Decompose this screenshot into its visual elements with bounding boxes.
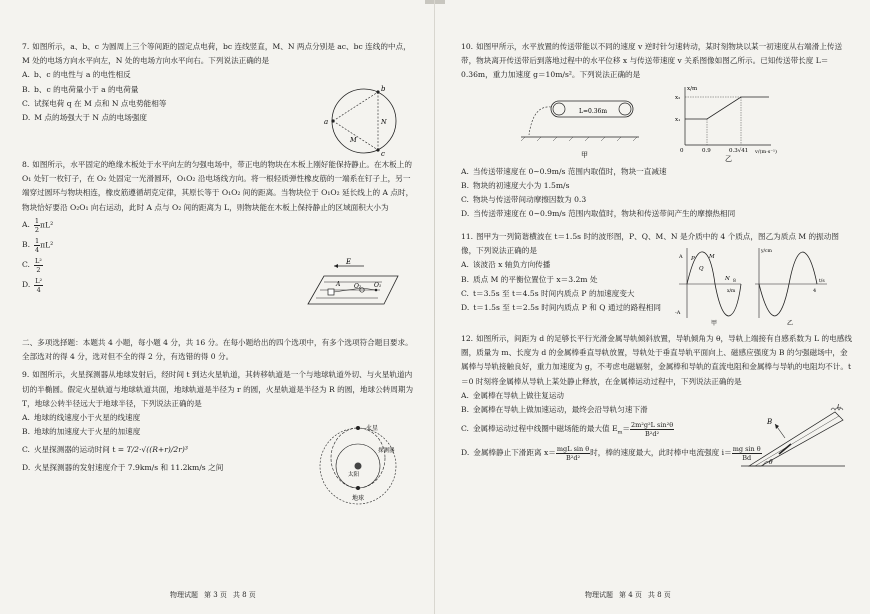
q10-right-roller: [619, 103, 631, 115]
question-12: [461, 332, 854, 465]
right-page-footer: 物理试题 第 4 页 共 8 页: [585, 590, 671, 599]
q9-mars: [356, 426, 360, 430]
q10-hatch-4: [569, 137, 573, 141]
q7-label-b: b: [381, 85, 386, 93]
q12-rail-figure: [739, 404, 849, 474]
q7-label-a: a: [324, 118, 329, 126]
q9-label-sun: 太阳: [348, 472, 360, 479]
q11-wave-label-na: -A: [675, 310, 681, 316]
q12-label-theta: θ: [769, 459, 773, 466]
q9-option-d[interactable]: D. 火星探测器的发射速度介于 7.9km/s 和 11.2km/s 之间: [22, 463, 224, 473]
q11-wave-label-8: 8: [733, 279, 736, 284]
q10-number: 10.: [461, 42, 474, 51]
q12-number: 12.: [461, 334, 474, 343]
q11-stem: 图甲为一列简谐横波在 t＝1.5s 时的波形图，P、Q、M、N 是介质中的 4 个质点，图乙为质点 M 的振动图像，下列说法正确的是: [461, 232, 839, 256]
q10-option-d[interactable]: D. 当传送带速度在 0~0.9m/s 范围内取值时，物块和传送带间产生的摩擦热相同: [461, 209, 736, 219]
q7-option-b[interactable]: B. b、c 的电荷量小于 a 的电荷量: [22, 84, 139, 94]
q10-graph: [671, 83, 781, 163]
q12-option-d[interactable]: D. 金属棒静止下滑距离 x＝ $\frac{\text{mgL sin θ}}{\text{B²d²}}$ 时，棒的速度最大，此时棒中电流强度 i＝ $\frac{\text{mg sin θ}}{Bd}$: [461, 444, 761, 462]
q12-option-b[interactable]: B. 金属棒在导轨上做加速运动，最终会沿导轨匀速下滑: [461, 405, 648, 415]
question-7: [22, 40, 421, 158]
q8-option-c[interactable]: C. $\frac{\text{L²}}{2}$: [22, 256, 42, 274]
q9-label-earth: 地球: [352, 495, 365, 503]
q11-option-c[interactable]: C. t＝3.5s 至 t＝4.5s 时间内质点 P 的加速度变大: [461, 288, 635, 298]
q12-rail-plane: [749, 412, 843, 466]
q9-transfer-orbit: [331, 428, 385, 488]
question-10: [461, 40, 854, 230]
q7-label-c: c: [381, 150, 385, 158]
q10-label-jia: 甲: [581, 150, 588, 159]
q8-block: [328, 289, 334, 295]
q8-e-arrowhead: [334, 264, 338, 268]
q8-label-a: A: [336, 281, 341, 288]
q10-graph-ytick-x2: x₂: [675, 94, 681, 101]
q8-label-o2: O₂: [354, 283, 362, 290]
q10-trajectory: [529, 106, 551, 134]
q8-label-e: E: [346, 258, 352, 266]
q10-graph-tick-09: 0.9: [702, 147, 711, 154]
q10-hatch-1: [521, 137, 525, 141]
q10-graph-line: [685, 97, 769, 119]
q10-option-c[interactable]: C. 物块与传送带间动摩擦因数为 0.3: [461, 195, 587, 205]
q10-belt-figure: [521, 91, 651, 163]
q12-option-a[interactable]: A. 金属棒在导轨上做往复运动: [461, 390, 565, 400]
q7-label-m: M: [350, 136, 357, 144]
q7-option-d[interactable]: D. M 点的场强大于 N 点的电场强度: [22, 113, 148, 123]
q9-earth: [356, 486, 360, 490]
q7-stem: 如图所示，a、b、c 为圆周上三个等间距的固定点电荷，bc 连线竖直，M、N 两点分别是 ac、bc 连线的中点，M 处的电场方向水平向左，N 处的电场方向水平向右。下列说法正确的是: [22, 42, 411, 66]
q10-left-roller: [553, 103, 565, 115]
q11-wave-label-n: N: [725, 276, 730, 282]
q11-option-d[interactable]: D. t＝1.5s 至 t＝2.5s 时间内质点 P 和 Q 通过的路程相同: [461, 303, 662, 313]
q11-wave-label-x: x/m: [727, 289, 736, 294]
q11-wave-label-jia: 甲: [711, 320, 718, 326]
left-page-footer: 物理试题 第 3 页 共 8 页: [170, 590, 256, 599]
q9-number: 9.: [22, 370, 30, 380]
q8-number: 8.: [22, 160, 30, 169]
q11-wave-figure: [675, 244, 745, 326]
q11-vibration-figure: [751, 244, 831, 326]
q7-option-a[interactable]: A. b、c 的电性与 a 的电性相反: [22, 70, 131, 80]
q7-number: 7.: [22, 42, 30, 51]
q10-graph-xlabel: v/(m·s⁻¹): [755, 148, 777, 155]
q8-option-a[interactable]: A. $\frac{1}{2}$ πL²: [22, 216, 54, 234]
q10-hatch-6: [601, 137, 605, 141]
q8-option-b[interactable]: B. $\frac{1}{4}$ πL²: [22, 236, 54, 254]
q10-graph-ylabel: x/m: [687, 85, 698, 92]
q11-vib-label-4: 4: [813, 288, 817, 294]
q12-label-b: B: [767, 418, 773, 426]
q8-stem: 如图所示，水平固定的绝缘木板处于水平向左的匀强电场中，带正电的物块在木板上刚好能保持静止。在木板上的 O₁ 处钉一枚钉子，在 O₂ 处固定一光滑圆环，O₁O₂ 沿电场线方向。将一根轻质弹性橡皮筋的一端系在钉子上，另一端穿过圆环与物块相连，橡皮筋遵循胡克定律，其原长等于 O₁O₂ 间的距离。当物块位于 O₁O₂ 延长线上的 A 点时，物块恰好要沿 O₂O₁ 向右运动，此时 A 点与 O₂ 间的距离为 L，则物块能在木板上保持静止的区域面积大小为: [22, 160, 414, 212]
q11-option-a[interactable]: A. 该波沿 x 轴负方向传播: [461, 260, 551, 270]
q10-graph-tick-0: 0: [680, 147, 684, 154]
q11-wave-label-p: P: [691, 256, 695, 262]
q8-board-figure: [294, 258, 404, 318]
q11-option-b[interactable]: B. 质点 M 的平衡位置位于 x＝3.2m 处: [461, 274, 598, 284]
q9-sun: [355, 463, 362, 470]
section-2-heading: 二、多项选择题：本题共 4 小题，每小题 4 分，共 16 分。在每小题给出的四个选项中，有多个选项符合题目要求。全部选对的得 4 分，选对但不全的得 2 分，有选错的得 0 分。: [22, 338, 413, 362]
q11-vib-label-y: y/cm: [761, 249, 772, 254]
q9-option-a[interactable]: A. 地球的线速度小于火星的线速度: [22, 413, 141, 423]
q12-label-l: L: [837, 404, 841, 410]
q9-option-c[interactable]: C. 火星探测器的运动时间 t = T/2·√((R+r)/2r)³: [22, 445, 188, 455]
q12-option-c[interactable]: C. 金属棒运动过程中线圈中磁场能的最大值 $E_m=$ $\frac{\text{2m²g²L sin²θ}}{\text{B²d²}}$: [461, 420, 674, 438]
q11-vib-label-t: t/s: [819, 279, 825, 284]
q7-line-ab: [333, 92, 378, 121]
q9-formula: T/2·√((R+r)/2r)³: [126, 445, 188, 455]
question-8: [22, 158, 421, 336]
q7-label-n: N: [381, 118, 387, 126]
q10-hatch-3: [553, 137, 557, 141]
q11-wave-label-q: Q: [699, 266, 704, 272]
q10-belt-label: L=0.36m: [579, 107, 608, 115]
q10-stem: 如图甲所示，水平放置的传送带能以不同的速度 v 逆时针匀速转动，某时刻物块以某一初速度从右端滑上传送带，物块离开传送带后到落地过程中的水平位移 x 与传送带速度 v 关系图像如图乙所示。已知传送带长度 L＝0.36m，重力加速度 g＝10m/s²。下列说法正确的是: [461, 42, 843, 80]
q9-option-b[interactable]: B. 地球的加速度大于火星的加速度: [22, 427, 141, 437]
q7-charge-a: [331, 119, 334, 122]
q10-figures: [461, 83, 854, 165]
q12-stem: 如图所示，间距为 d 的足够长平行光滑金属导轨倾斜放置，导轨倾角为 θ，导轨上端接有自感系数为 L 的电感线圈，质量为 m、长度为 d 的金属棒垂直导轨放置，导轨处于垂直导轨平面向上、磁感应强度为 B 的匀强磁场中，金属棒与导轨接触良好，重力加速度为 g，不考虑电磁辐射，金属棒和导轨的直流电阻和金属棒与导轨的电阻均不计。t＝0 时刻将金属棒从导轨上某处静止释放，在金属棒运动过程中，下列说法正确的是: [461, 334, 852, 386]
q10-hatch-2: [537, 137, 541, 141]
q11-wave-label-m: M: [709, 254, 715, 260]
q11-vib-label-yi: 乙: [787, 320, 794, 326]
q10-graph-tick-sqrt: 0.3√41: [729, 147, 749, 154]
q11-number: 11.: [461, 232, 474, 241]
q7-charge-c: [376, 148, 379, 151]
q7-option-c[interactable]: C. 试探电荷 q 在 M 点和 N 点电势能相等: [22, 98, 167, 108]
q9-label-mars: 火星: [366, 425, 379, 433]
q7-circle-figure: [320, 82, 410, 160]
right-page: [435, 0, 870, 614]
q10-option-a[interactable]: A. 当传送带速度在 0~0.9m/s 范围内取值时，物块一直减速: [461, 166, 667, 176]
q10-hatch-8: [633, 137, 637, 141]
question-11: [461, 230, 854, 332]
q11-wave-label-a: A: [679, 254, 683, 260]
question-9: [22, 368, 421, 503]
q9-stem: 如图所示，火星探测器从地球发射后，经时间 t 到达火星轨道，其转移轨道是一个与地球轨道外切、与火星轨道内切的半椭圆。假定火星轨道与地球轨道共面，地球轨道是半径为 r 的圆，火星轨道是半径为 R 的圆，地球公转周期为 T，地球公转半径远大于地球半径，下列说法正确的是: [22, 370, 414, 408]
q10-graph-ytick-x1: x₁: [675, 116, 681, 123]
q7-charge-b: [376, 90, 379, 93]
q10-option-b[interactable]: B. 物块的初速度大小为 1.5m/s: [461, 180, 570, 190]
q10-hatch-7: [617, 137, 621, 141]
q10-label-yi: 乙: [725, 154, 732, 163]
q9-orbit-figure: [312, 420, 408, 512]
q10-hatch-5: [585, 137, 589, 141]
q8-label-o1: O₁: [374, 282, 382, 289]
q9-label-probe: 探测器: [378, 448, 395, 455]
q8-option-d[interactable]: D. $\frac{\text{L²}}{4}$: [22, 276, 43, 294]
